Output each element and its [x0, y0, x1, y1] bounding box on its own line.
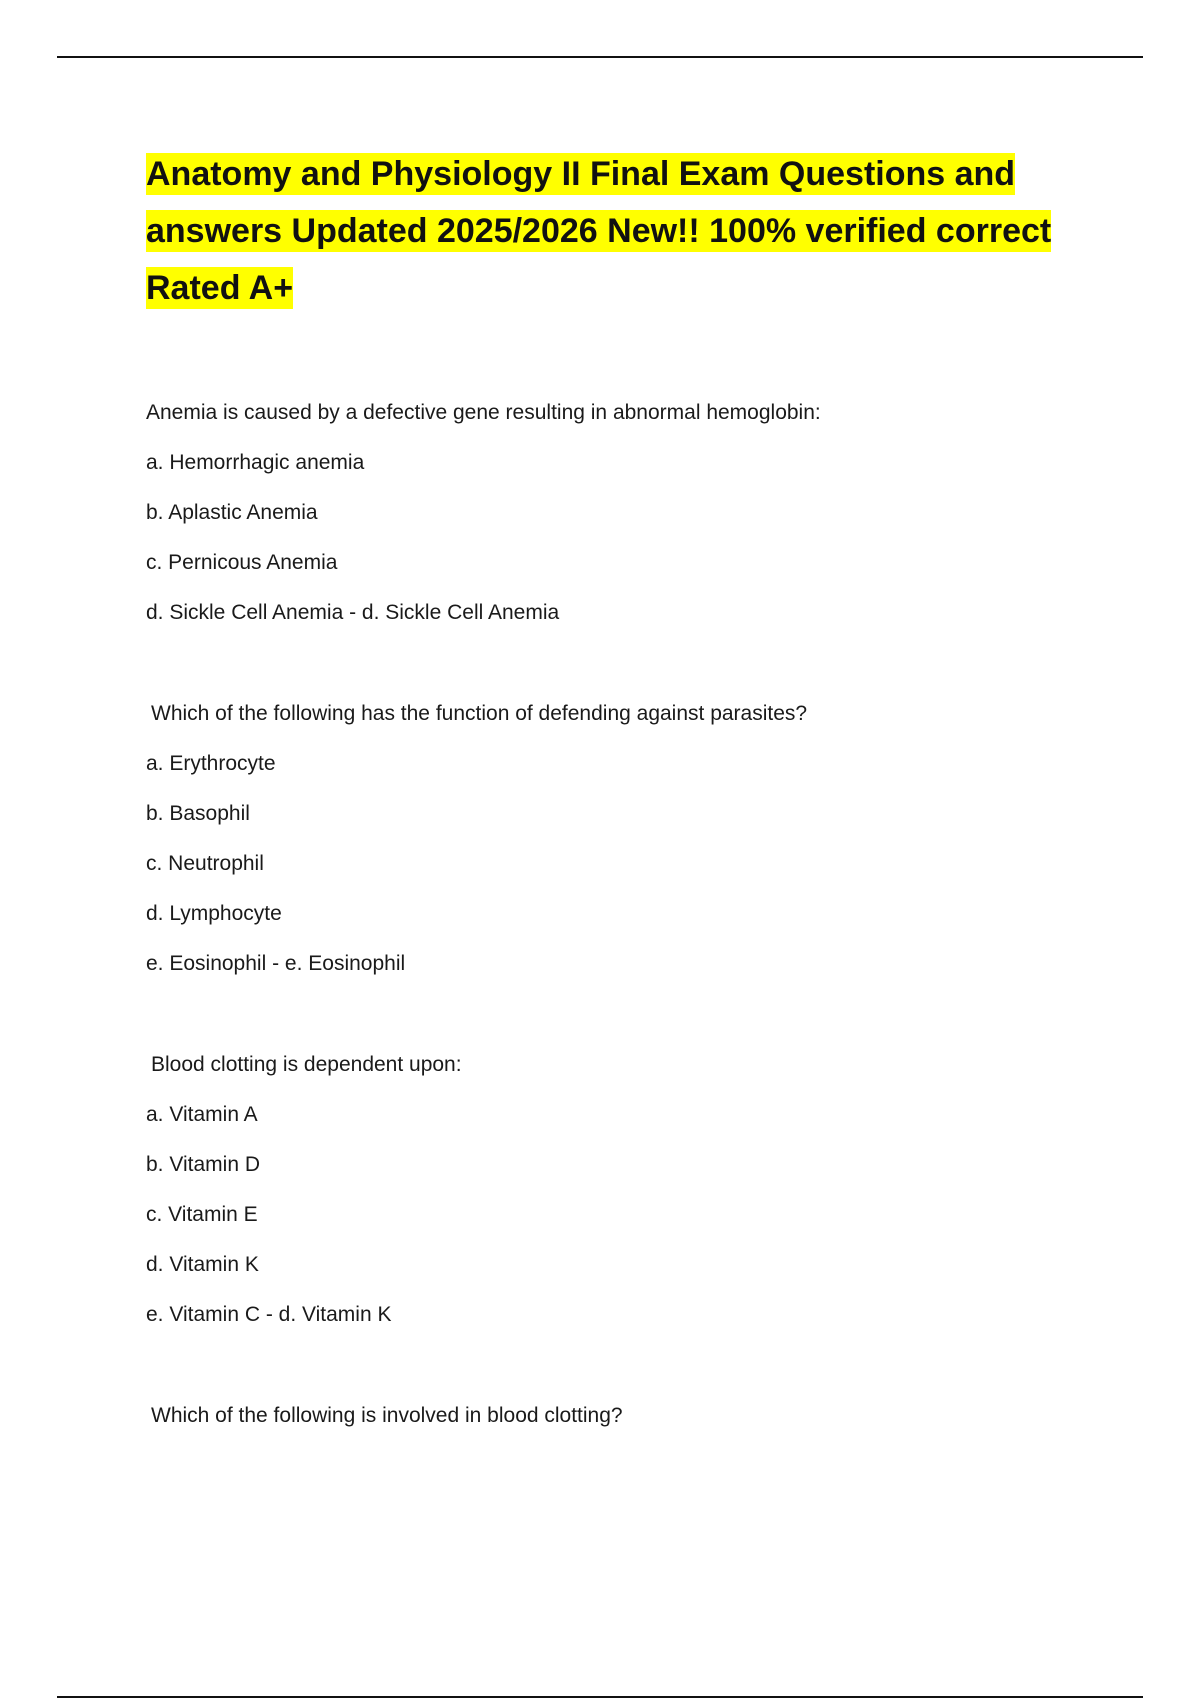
document-title [146, 146, 1066, 317]
title-highlight: Anatomy and Physiology II Final Exam Questions and answers Updated 2025/2026 New!! 100% verified correct Rated A+ [146, 155, 1052, 307]
question-1 [146, 388, 1066, 638]
answer-option: a. Vitamin A [146, 1103, 258, 1126]
question-text: Which of the following has the function of defending against parasites? [151, 702, 808, 725]
bottom-rule [57, 1696, 1143, 1698]
question-4 [146, 1391, 1066, 1441]
question-2 [146, 689, 1066, 989]
answer-option: a. Hemorrhagic anemia [146, 451, 365, 474]
answer-option: e. Eosinophil - e. Eosinophil [146, 952, 406, 975]
question-3 [146, 1040, 1066, 1340]
answer-option: d. Lymphocyte [146, 902, 282, 925]
answer-option: c. Vitamin E [146, 1203, 258, 1226]
top-rule [57, 56, 1143, 58]
answer-option: b. Basophil [146, 802, 250, 825]
question-text: Anemia is caused by a defective gene resulting in abnormal hemoglobin: [146, 401, 821, 424]
answer-option: c. Pernicous Anemia [146, 551, 338, 574]
answer-option: d. Sickle Cell Anemia - d. Sickle Cell Anemia [146, 601, 560, 624]
answer-option: b. Vitamin D [146, 1153, 260, 1176]
answer-option: e. Vitamin C - d. Vitamin K [146, 1303, 392, 1326]
answer-option: b. Aplastic Anemia [146, 501, 318, 524]
question-text: Blood clotting is dependent upon: [151, 1053, 462, 1076]
question-text: Which of the following is involved in blood clotting? [151, 1404, 623, 1427]
document-body [146, 146, 1066, 1441]
answer-option: c. Neutrophil [146, 852, 264, 875]
answer-option: d. Vitamin K [146, 1253, 259, 1276]
answer-option: a. Erythrocyte [146, 752, 276, 775]
